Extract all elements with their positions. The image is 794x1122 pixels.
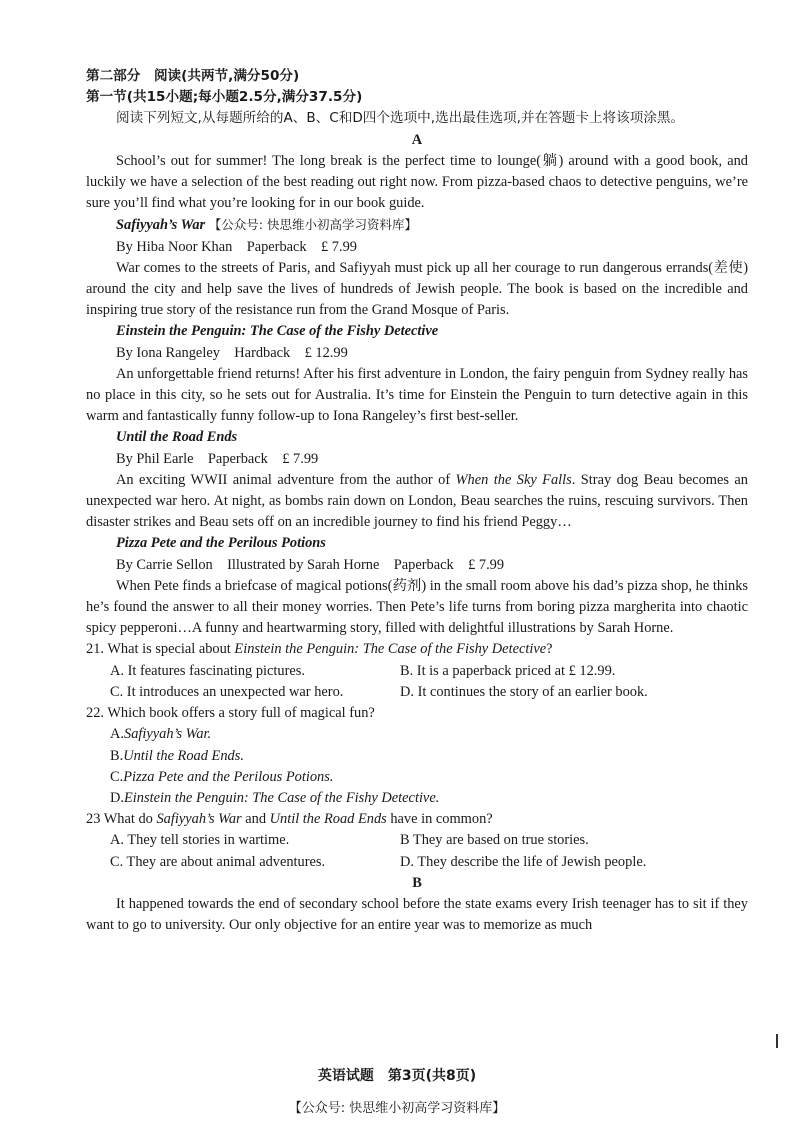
q21-option-d: D. It continues the story of an earlier book. xyxy=(400,683,648,700)
q21-option-a: A. It features fascinating pictures. xyxy=(110,662,305,679)
question-22: 22. Which book offers a story full of magical fun? xyxy=(86,705,375,722)
q21-options-row-1 xyxy=(86,661,748,682)
page-footer: 英语试题 第3页(共8页) xyxy=(317,1068,477,1084)
passage-a-letter: A xyxy=(411,131,423,148)
q22-option-c xyxy=(86,767,748,788)
margin-mark xyxy=(776,1034,778,1048)
q21-stem-italic: Einstein the Penguin: The Case of the Fishy Detective xyxy=(234,641,547,658)
book-3-title: Until the Road Ends xyxy=(116,429,238,446)
q21-stem-pre: 21. What is special about xyxy=(86,641,235,658)
q23-options-row-1 xyxy=(86,830,748,851)
book-1-title-line xyxy=(86,214,748,236)
page-content xyxy=(86,66,748,936)
q22-option-a xyxy=(86,724,748,745)
q22-option-b xyxy=(86,746,748,767)
q21-option-c: C. It introduces an unexpected war hero. xyxy=(110,683,344,700)
book-2-title: Einstein the Penguin: The Case of the Fishy Detective xyxy=(116,323,439,340)
q23-option-c: C. They are about animal adventures. xyxy=(110,853,326,870)
passage-b-text: It happened towards the end of secondary school before the state exams every Irish teenager has to sit if they want to go to university. Our only objective for an entire year was to memorize as much xyxy=(86,895,748,934)
q22-option-a-label: A. xyxy=(110,726,124,743)
passage-b-letter: B xyxy=(412,874,422,891)
q23-stem-post: have in common? xyxy=(386,811,493,828)
book-4-description: When Pete finds a briefcase of magical potions(药剂) in the small room above his dad’s pizza shop, he thinks he’s found the answer to all their money worries. Then Pete’s life turns from boring pizza margherita into chaotic spicy pepperoni…A funny and heartwarming story, filled with delightful illustrations by Sarah Horne. xyxy=(86,577,748,637)
q21-stem-post: ? xyxy=(546,641,553,658)
book-4-title: Pizza Pete and the Perilous Potions xyxy=(116,535,326,552)
book-3-byline: By Phil Earle Paperback £ 7.99 xyxy=(116,450,319,467)
q22-option-d-label: D. xyxy=(110,789,124,806)
promo-label: 【公众号: 快思维小初高学习资料库】 xyxy=(208,217,417,233)
q22-option-b-label: B. xyxy=(110,747,124,764)
book-3-desc-post: . Stray dog Beau becomes an unexpected war hero. At night, as bombs rain down on London, Beau searches the ruins, rescuing survivors. Then disaster strikes and Beau sets off on an incredible journey to find his friend Peggy… xyxy=(86,471,748,531)
q22-option-b-text: Until the Road Ends. xyxy=(123,747,244,764)
passage-a-intro: School’s out for summer! The long break is the perfect time to lounge(躺) around with a good book, and luckily we have a selection of the best reading out right now. From pizza-based chaos to detective penguins, we’re sure you’ll find what you’re looking for in our book guide. xyxy=(86,152,748,212)
book-3-desc-pre: An exciting WWII animal adventure from the author of xyxy=(116,471,456,488)
book-1-title: Safiyyah’s War xyxy=(116,217,206,234)
q22-option-c-text: Pizza Pete and the Perilous Potions. xyxy=(123,768,334,785)
book-3-description xyxy=(86,470,748,534)
source-footnote: 【公众号: 快思维小初高学习资料库】 xyxy=(288,1101,506,1116)
q21-options-row-2 xyxy=(86,682,748,703)
q23-stem-mid: and xyxy=(241,811,270,828)
part-heading: 第二部分 阅读(共两节,满分50分) xyxy=(86,68,300,84)
question-23 xyxy=(86,809,748,830)
q23-options-row-2 xyxy=(86,852,748,873)
book-3-desc-italic: When the Sky Falls xyxy=(455,471,572,488)
q22-option-d xyxy=(86,788,748,809)
instructions: 阅读下列短文,从每题所给的A、B、C和D四个选项中,选出最佳选项,并在答题卡上将该项涂黑。 xyxy=(116,110,685,127)
book-2-description: An unforgettable friend returns! After his first adventure in London, the fairy penguin from Sydney really has no place in this city, so he sets out for Australia. It’s time for Einstein the Penguin to turn detective again in this warm and fantastically funny follow-up to Iona Rangeley’s first best-seller. xyxy=(86,365,748,425)
q23-option-a: A. They tell stories in wartime. xyxy=(110,832,290,849)
q22-option-c-label: C. xyxy=(110,768,124,785)
book-1-description: War comes to the streets of Paris, and Safiyyah must pick up all her courage to run dangerous errands(差使) around the city and help save the lives of hundreds of Jewish people. The book is based on the incredible and inspiring true story of the resistance run from the Grand Mosque of Paris. xyxy=(86,259,748,319)
book-2-byline: By Iona Rangeley Hardback £ 12.99 xyxy=(116,344,348,361)
q22-option-a-text: Safiyyah’s War. xyxy=(124,726,212,743)
question-21 xyxy=(86,639,748,660)
book-4-byline: By Carrie Sellon Illustrated by Sarah Horne Paperback £ 7.99 xyxy=(116,556,505,573)
q23-stem-italic-1: Safiyyah’s War xyxy=(156,811,242,828)
section-heading: 第一节(共15小题;每小题2.5分,满分37.5分) xyxy=(86,89,363,106)
q23-option-b: B They are based on true stories. xyxy=(400,832,589,849)
q22-option-d-text: Einstein the Penguin: The Case of the Fishy Detective. xyxy=(124,789,440,806)
q23-stem-italic-2: Until the Road Ends xyxy=(269,811,387,828)
book-1-byline: By Hiba Noor Khan Paperback £ 7.99 xyxy=(116,238,357,255)
q21-option-b: B. It is a paperback priced at £ 12.99. xyxy=(400,662,616,679)
q23-option-d: D. They describe the life of Jewish people. xyxy=(400,853,647,870)
q23-stem-pre: 23 What do xyxy=(86,811,157,828)
